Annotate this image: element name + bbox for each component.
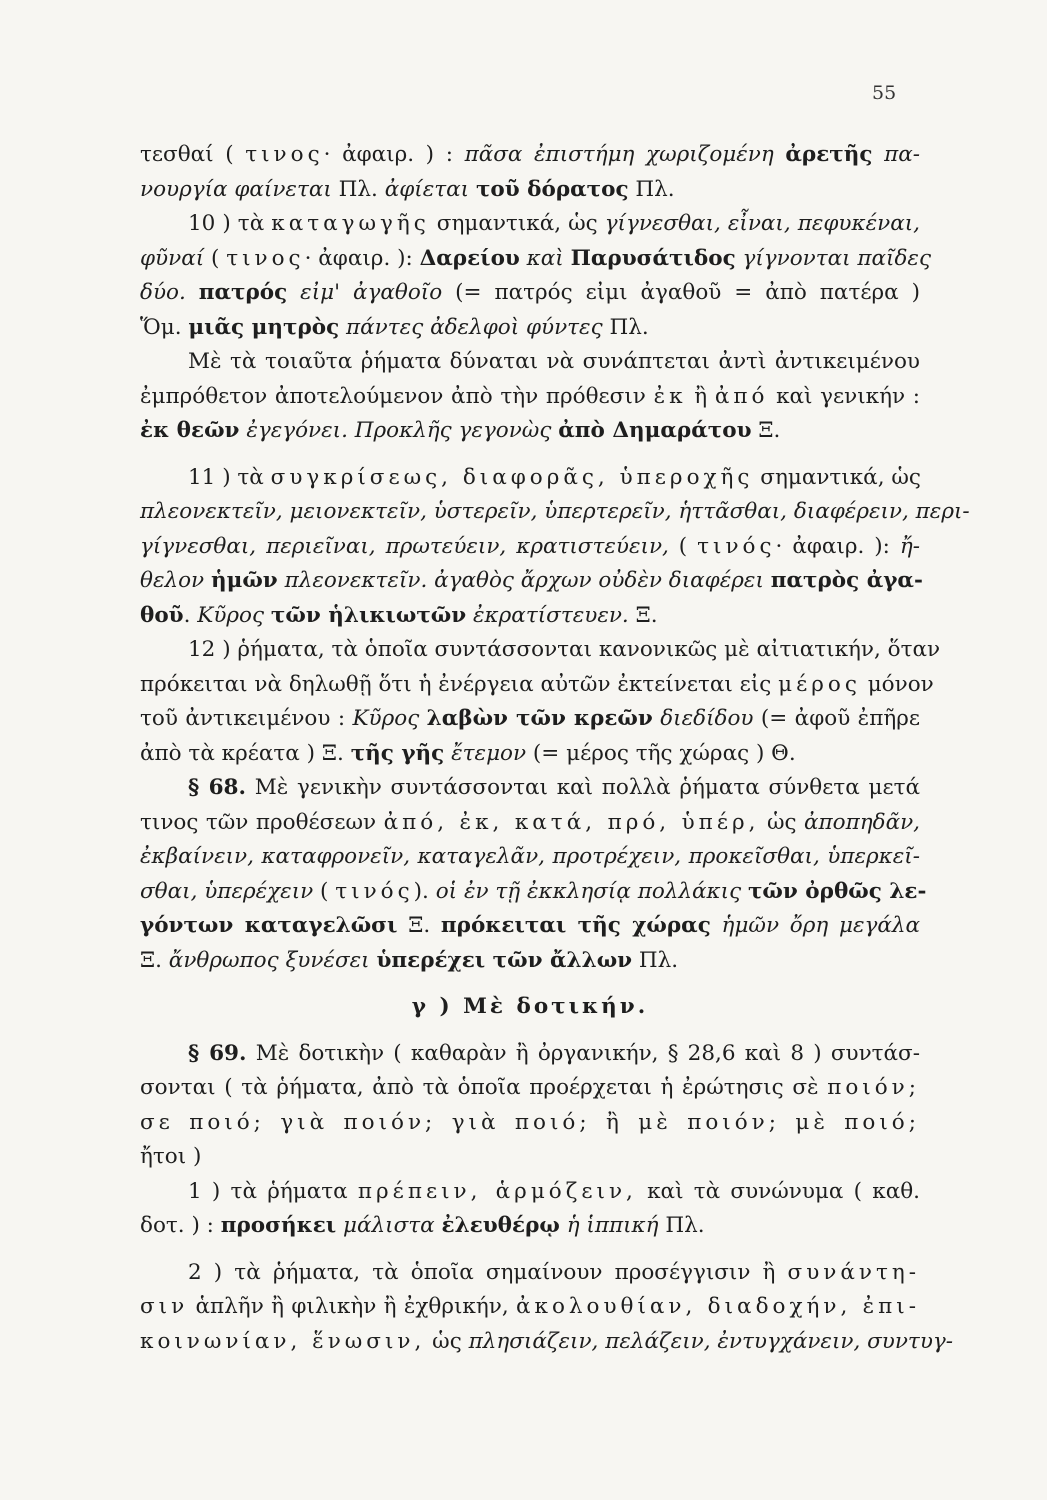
text-line [140,668,934,703]
text-segment: καὶ τὰ συνώνυμα ( καθ. [636,1178,921,1204]
text-segment: προσήκει [220,1213,337,1238]
text-segment [741,879,748,904]
text-line [140,737,920,772]
text-segment: ἢ [686,383,715,409]
text-segment: σημαντικά, ὡς [429,211,605,236]
text-segment: δύο. [140,280,199,305]
text-segment: συνάντη- [787,1259,920,1285]
text-segment: τῆς γῆς [350,740,445,766]
text-segment: ἀπὸ Δημαράτου [558,418,752,443]
text-segment: ἀπό, ἐκ, κατά, πρό, ὑπέρ, [383,809,760,835]
text-line [140,1325,954,1360]
text-line [140,345,920,380]
text-segment: πα- [872,142,920,167]
text-line [140,1256,920,1291]
text-segment: 11 ) τὰ [188,464,271,490]
text-segment: καὶ γενικήν : [768,383,920,409]
text-line [140,806,920,841]
text-segment: ἐγεγόνει. Προκλῆς γεγονὼς [239,418,552,443]
text-segment: Ξ. [751,418,781,443]
text-segment: τινος [245,142,324,167]
text-segment: Κῦρος [197,602,265,628]
text-segment: ἤ- [899,533,921,559]
page-text [140,138,970,1359]
text-segment: τῶν ὀρθῶς λε- [747,878,927,904]
text-segment: 2 ) τὰ ῥήματα, τὰ ὁποῖα σημαίνουν προσέγγισιν ἢ [188,1259,788,1285]
text-segment: εἰμ' ἀγαθοῖο [287,280,443,305]
text-segment: λαβὼν τῶν κρεῶν [426,706,653,731]
text-segment: καταγωγῆς [271,211,430,236]
section-heading [140,990,920,1025]
text-segment: γ ) Μὲ δοτικήν. [411,994,649,1019]
text-line [140,242,931,277]
text-line [140,1209,920,1244]
text-segment: Πλ. [632,947,679,973]
text-line [140,207,920,242]
text-segment: § 69. [188,1040,247,1066]
text-line [140,875,927,910]
text-segment: § 68. [188,775,247,800]
text-segment: τινός [697,533,776,559]
text-line [140,276,920,311]
text-line [140,633,941,668]
text-line [140,495,970,530]
text-segment: ἐκ [653,383,687,409]
text-segment: πρέπειν, ἁρμόζειν, [357,1178,637,1204]
text-segment: ὡς [425,1328,469,1354]
text-segment: 12 ) ῥήματα, τὰ ὁποῖα συντάσσονται κανονικῶς μὲ αἰτιατικήν, ὅταν [188,637,941,662]
text-segment [469,177,476,202]
text-segment: σημαντικά, ὡς [753,464,921,490]
text-line [140,1106,920,1141]
text-segment [204,568,211,593]
text-segment: τοῦ δόρατος [475,176,629,202]
text-segment: μόνον [860,671,934,697]
text-line [140,311,920,346]
text-segment: γίγνεσθαι, εἶναι, πεφυκέναι, [604,211,920,236]
text-segment: δοτ. ) : [140,1213,221,1238]
text-segment: ἐμπρόθετον ἀποτελούμενον ἀπὸ τὴν πρόθεσιν [140,383,654,409]
text-line [140,1037,920,1072]
text-segment: (= πατρός εἰμι ἀγαθοῦ = ἀπὸ πατέρα ) [442,280,920,305]
text-segment: ἡ ἱππική [559,1213,659,1238]
text-segment: διεδίδου [652,706,754,731]
text-segment: Κῦρος [352,706,420,731]
text-segment: Πλ. [331,176,385,202]
text-segment: καὶ [519,245,571,271]
text-segment: γίγνονται παῖδες [735,245,931,271]
text-segment: νουργία φαίνεται [140,176,332,202]
text-segment: ἐκβαίνειν, καταφρονεῖν, καταγελᾶν, προτρέχειν, προκεῖσθαι, ὑπερκεῖ- [140,844,920,869]
text-segment: · ἀφαιρ. ): [304,245,420,271]
text-segment: πλεονεκτεῖν, μειονεκτεῖν, ὑστερεῖν, ὑπερτερεῖν, ἡττᾶσθαι, διαφέρειν, περι- [140,499,970,524]
text-line [140,530,920,565]
text-segment: · ἀφαιρ. ) : [323,142,465,167]
text-line [140,380,920,415]
text-segment: ἀρετῆς [785,142,873,167]
text-line [140,1175,920,1210]
text-segment: 10 ) τὰ [188,211,272,236]
text-segment: 1 ) τὰ ῥήματα [188,1178,358,1204]
text-segment [435,1213,442,1238]
text-segment: ). [413,878,436,904]
text-segment: σε ποιό; γιὰ ποιόν; γιὰ ποιό; ἢ μὲ ποιόν; μὲ ποιό; [140,1109,920,1135]
text-segment: πᾶσα ἐπιστήμη χωριζομένη [464,142,786,167]
text-segment: ἀπό [714,383,769,409]
text-line [140,173,920,208]
text-segment: ὡς [759,809,805,835]
text-segment: Μὲ δοτικὴν ( καθαρὰν ἢ ὀργανικήν, § 28,6 καὶ 8 ) συντάσ- [246,1040,921,1066]
text-segment: Πλ. [658,1213,705,1238]
text-segment: τῶν ἡλικιωτῶν [270,602,467,628]
text-segment: μέρος [778,671,861,697]
text-line [140,840,920,875]
text-segment: πατρός [198,280,288,305]
text-line [140,414,920,449]
text-segment: πρόκειται τῆς χώρας [440,913,711,938]
text-segment: ἡμῶν ὄρη μεγάλα [710,913,920,938]
text-segment: τινος τῶν προθέσεων [140,809,384,835]
text-segment: ἐκρατίστευεν. [466,602,629,628]
text-segment: ἁπλῆν ἢ φιλικὴν ἢ ἐχθρικήν, [188,1294,516,1319]
text-segment: ἤτοι ) [140,1144,202,1169]
text-segment: πάντες ἀδελφοὶ φύντες [339,314,603,340]
text-line [140,564,923,599]
text-segment: τεσθαί ( [140,142,246,167]
text-segment: Πλ. [628,176,675,202]
text-segment: φῦναί [140,245,205,271]
text-segment: θοῦ [140,602,184,628]
text-line [140,702,920,737]
text-segment: ἔτεμον [444,740,527,766]
text-line [140,1071,920,1106]
text-segment: ἀποπηδᾶν, [804,809,921,835]
text-segment: Ξ. [397,913,441,938]
text-line [140,909,920,944]
text-line [140,599,920,634]
text-line [140,1140,920,1175]
text-segment: τινός [335,878,414,904]
text-segment: θελον [140,568,205,593]
text-line [140,138,920,173]
text-line [140,1290,920,1325]
text-segment: ἐλευθέρῳ [441,1213,560,1238]
text-line [140,771,920,806]
text-segment: (= ἀφοῦ ἐπῆρε [753,706,921,731]
text-segment: πατρὸς ἀγα- [770,568,923,593]
text-line [140,461,920,496]
text-segment: ἀκολουθίαν, διαδοχήν, ἐπι- [516,1294,920,1319]
text-segment: Παρυσάτιδος [570,245,736,271]
text-segment: ἀφίεται [384,176,470,202]
line-gap [140,1244,920,1256]
text-segment: γόντων καταγελῶσι [140,913,398,938]
text-segment [764,568,771,593]
text-segment: Δαρείου [419,245,520,271]
text-segment: πρόκειται νὰ δηλωθῇ ὅτι ἡ ἐνέργεια αὐτῶν ἐκτείνεται εἰς [140,671,779,697]
text-segment: κοινωνίαν, ἕνωσιν, [140,1328,426,1354]
text-segment: ἄνθρωπος ξυνέσει [168,947,370,973]
line-gap [140,978,920,990]
text-segment: . [183,602,198,628]
text-segment: Μὲ τὰ τοιαῦτα ῥήματα δύναται νὰ συνάπτεται ἀντὶ ἀντικειμένου [188,349,920,374]
text-segment: μάλιστα [336,1213,435,1238]
text-segment: ἐκ θεῶν [140,418,240,443]
text-segment: σθαι, ὑπερέχειν [140,878,314,904]
text-segment: ὑπερέχει τῶν ἄλλων [376,947,633,973]
text-segment: ( [668,533,698,559]
text-line [140,944,920,979]
text-segment: οἱ ἐν τῇ ἐκκλησίᾳ πολλάκις [435,878,742,904]
text-segment: σιν [140,1294,189,1319]
line-gap [140,1025,920,1037]
text-segment: πλεονεκτεῖν. ἀγαθὸς ἄρχων οὐδὲν διαφέρει [277,568,764,593]
text-segment [419,706,426,731]
text-segment: γίγνεσθαι, περιεῖναι, πρωτεύειν, κρατιστεύειν, [140,533,669,559]
text-segment: τοῦ ἀντικειμένου : [140,706,353,731]
page-number: 55 [872,82,897,104]
line-gap [140,449,920,461]
text-segment: ποιόν; [827,1075,920,1100]
text-segment: ( [313,878,336,904]
text-segment: Ξ. [628,602,658,628]
text-segment: · ἀφαιρ. ): [775,533,900,559]
text-segment: συγκρίσεως, διαφορᾶς, ὑπεροχῆς [270,464,754,490]
text-segment: ( [204,245,227,271]
text-segment: πλησιάζειν, πελάζειν, ἐντυγχάνειν, συντυγ- [468,1328,954,1354]
text-segment: τινος [226,245,305,271]
text-segment: ἡμῶν [210,568,278,593]
text-segment: ἀπὸ τὰ κρέατα ) Ξ. [140,740,351,766]
text-segment: Ξ. [140,947,169,973]
text-segment [264,603,271,628]
text-segment: μιᾶς μητρὸς [188,314,340,340]
text-segment: Μὲ γενικὴν συντάσσονται καὶ πολλὰ ῥήματα σύνθετα μετά [246,775,920,800]
text-segment: (= μέρος τῆς χώρας ) Θ. [526,740,796,766]
text-segment: Πλ. [602,314,649,340]
text-segment: Ὅμ. [140,314,189,340]
text-segment: σονται ( τὰ ῥήματα, ἀπὸ τὰ ὁποῖα προέρχεται ἡ ἐρώτησις σὲ [140,1075,828,1100]
